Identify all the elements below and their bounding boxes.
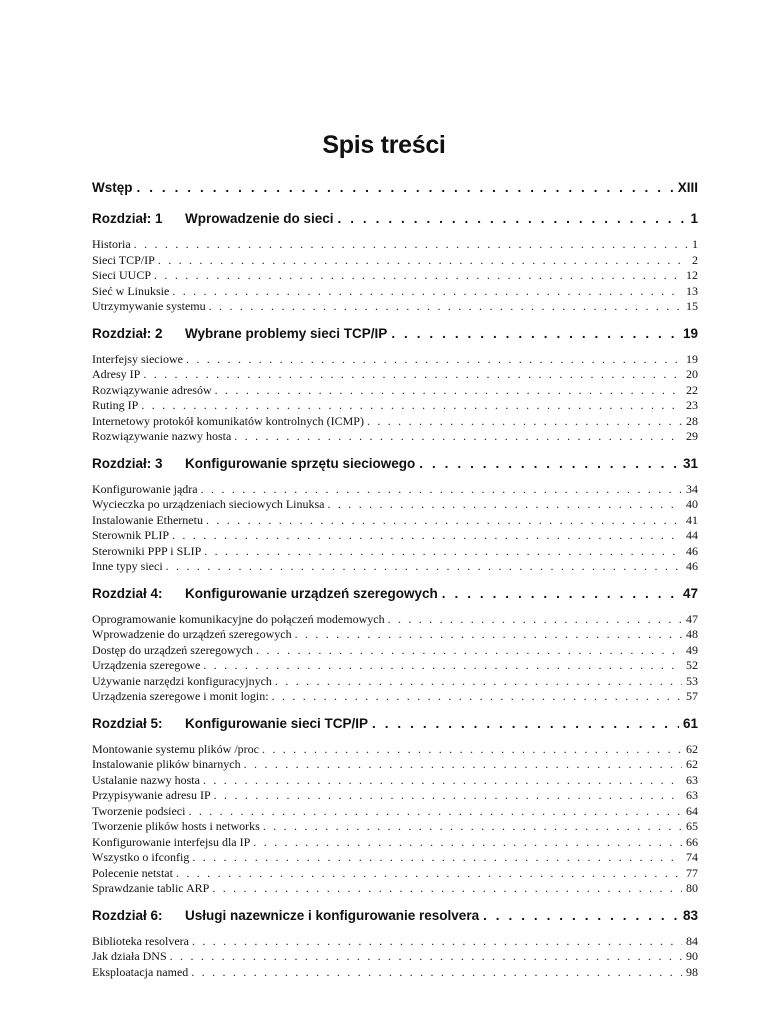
entry-label: Sterownik PLIP <box>92 528 170 542</box>
toc-entry[interactable] <box>92 544 698 560</box>
entry-label: Rozwiązywanie nazwy hosta <box>92 429 232 443</box>
page-number: 29 <box>686 429 698 443</box>
chapter-title: Konfigurowanie sprzętu sieciowego <box>185 455 416 471</box>
chapter-list <box>92 209 698 980</box>
dot-leader <box>151 268 682 284</box>
page-number: 84 <box>686 933 698 948</box>
page-number: 65 <box>686 819 698 833</box>
toc-entry[interactable] <box>92 788 698 804</box>
page-number: 28 <box>686 413 698 428</box>
toc-entry[interactable] <box>92 674 698 690</box>
dot-leader <box>250 835 682 851</box>
toc-chapter <box>92 584 698 705</box>
chapter-title: Konfigurowanie sieci TCP/IP <box>185 715 369 731</box>
entry-label: Ustalanie nazwy hosta <box>92 772 200 787</box>
entry-label: Urządzenia szeregowe i monit login: <box>92 689 269 703</box>
entry-label: Konfigurowanie interfejsu dla IP <box>92 834 251 849</box>
entry-label: Sieć w Linuksie <box>92 283 170 298</box>
chapter-heading-row[interactable] <box>92 906 698 934</box>
page-number: 20 <box>686 367 698 381</box>
toc-chapter <box>92 714 698 897</box>
dot-leader <box>198 482 682 498</box>
page-number: 52 <box>686 658 698 672</box>
page-number: 63 <box>686 788 698 802</box>
entry-label: Konfigurowanie jądra <box>92 481 198 496</box>
page-title: Spis treści <box>322 130 446 159</box>
dot-leader <box>260 819 682 835</box>
entry-label: Instalowanie plików binarnych <box>92 757 241 771</box>
chapter-heading-row[interactable] <box>92 714 698 742</box>
page-number: 74 <box>686 850 698 864</box>
chapter-title: Wprowadzenie do sieci <box>185 211 334 226</box>
dot-leader <box>200 773 682 789</box>
dot-leader <box>292 627 682 643</box>
chapter-heading <box>92 906 479 926</box>
dot-leader <box>206 299 682 315</box>
dot-leader <box>438 584 679 604</box>
dot-leader <box>138 398 682 414</box>
toc-entry[interactable] <box>92 881 698 897</box>
entry-label: Inne typy sieci <box>92 559 163 573</box>
page-number: 46 <box>686 559 698 573</box>
chapter-heading-row[interactable] <box>92 209 698 237</box>
dot-leader <box>140 367 682 383</box>
dot-leader <box>131 237 688 253</box>
chapter-heading <box>92 209 334 229</box>
page-number: 48 <box>686 627 698 641</box>
toc-entry[interactable] <box>92 742 698 758</box>
entry-label: Historia <box>92 237 131 251</box>
page-number: 15 <box>686 299 698 313</box>
toc-entry[interactable] <box>92 835 698 851</box>
dot-leader <box>385 612 682 628</box>
entry-label: Polecenie netstat <box>92 865 173 880</box>
toc-entry[interactable] <box>92 367 698 383</box>
chapter-heading <box>92 584 438 604</box>
entry-label: Biblioteka resolvera <box>92 933 189 948</box>
entry-label: Interfejsy sieciowe <box>92 351 183 366</box>
entry-label: Wprowadzenie do urządzeń szeregowych <box>92 627 292 641</box>
dot-leader <box>325 497 683 513</box>
toc-entry[interactable] <box>92 949 698 965</box>
dot-leader <box>209 881 682 897</box>
entry-label: Sieci TCP/IP <box>92 252 155 267</box>
page-number: 98 <box>686 964 698 979</box>
toc-entry[interactable] <box>92 237 698 253</box>
page-number: 19 <box>682 325 698 341</box>
page-number: 34 <box>686 481 698 496</box>
entry-label: Jak działa DNS <box>92 949 167 963</box>
chapter-title: Usługi nazewnicze i konfigurowanie resolvera <box>185 907 480 923</box>
page-number: 1 <box>690 211 698 226</box>
entry-label: Tworzenie podsieci <box>92 803 186 818</box>
page-number: 53 <box>686 673 698 688</box>
dot-leader <box>203 513 682 529</box>
dot-leader <box>163 559 682 575</box>
page-number: 46 <box>686 543 698 558</box>
chapter-heading <box>92 714 368 734</box>
toc-entry[interactable] <box>92 850 698 866</box>
page-number: 80 <box>686 881 698 895</box>
toc-entry[interactable] <box>92 804 698 820</box>
chapter-heading <box>92 454 415 474</box>
dot-leader <box>201 544 682 560</box>
toc-entry[interactable] <box>92 773 698 789</box>
page-number: 40 <box>686 497 698 511</box>
toc-entry[interactable] <box>92 689 698 705</box>
page-number: XIII <box>677 180 698 195</box>
entry-label: Wycieczka po urządzeniach sieciowych Linuksa <box>92 497 325 511</box>
page-number: 44 <box>686 528 698 542</box>
entry-label: Wszystko o ifconfig <box>92 850 190 864</box>
dot-leader <box>183 352 682 368</box>
toc-chapter <box>92 906 698 981</box>
toc-entry[interactable] <box>92 819 698 835</box>
dot-leader <box>188 965 682 981</box>
page-number: 31 <box>682 455 698 471</box>
toc-entry[interactable] <box>92 253 698 269</box>
dot-leader <box>269 689 682 705</box>
chapter-number: Rozdział: 2 <box>92 325 163 341</box>
toc-entry[interactable] <box>92 513 698 529</box>
chapter-heading-row[interactable] <box>92 324 698 352</box>
toc-entry[interactable] <box>92 268 698 284</box>
toc-entry[interactable] <box>92 528 698 544</box>
dot-leader <box>415 454 679 474</box>
dot-leader <box>212 383 682 399</box>
dot-leader <box>211 788 682 804</box>
toc-entry[interactable] <box>92 398 698 414</box>
toc-entry[interactable] <box>92 965 698 981</box>
dot-leader <box>189 850 682 866</box>
page-number: 57 <box>686 689 698 703</box>
entry-label: Używanie narzędzi konfiguracyjnych <box>92 673 272 688</box>
page-number: 64 <box>686 803 698 818</box>
chapter-heading-row[interactable] <box>92 584 698 612</box>
toc-entry[interactable] <box>92 284 698 300</box>
toc-entry[interactable] <box>92 383 698 399</box>
page-number: 66 <box>686 834 698 849</box>
page-number: 1 <box>692 237 698 251</box>
page-number: 23 <box>686 398 698 412</box>
entry-label: Tworzenie plików hosts i networks <box>92 819 260 833</box>
dot-leader <box>259 742 682 758</box>
page-number: 47 <box>682 585 698 601</box>
toc-entry[interactable] <box>92 658 698 674</box>
page-number: 62 <box>686 757 698 771</box>
page-number: 63 <box>686 772 698 787</box>
dot-leader <box>133 178 674 198</box>
toc-entry[interactable] <box>92 482 698 498</box>
chapter-title: Konfigurowanie urządzeń szeregowych <box>185 585 438 601</box>
entry-label: Urządzenia szeregowe <box>92 658 201 672</box>
chapter-number: Rozdział: 1 <box>92 211 163 226</box>
page-number: 2 <box>692 252 698 267</box>
dot-leader <box>173 866 682 882</box>
dot-leader <box>169 284 682 300</box>
page-number: 41 <box>686 512 698 527</box>
toc-entry[interactable] <box>92 866 698 882</box>
page-number: 62 <box>686 741 698 756</box>
page-number: 22 <box>686 382 698 397</box>
dot-leader <box>231 429 682 445</box>
page-number: 47 <box>686 611 698 626</box>
dot-leader <box>364 414 682 430</box>
chapter-title: Wybrane problemy sieci TCP/IP <box>185 325 388 341</box>
page-number: 83 <box>682 907 698 923</box>
chapter-heading <box>92 324 387 344</box>
dot-leader <box>387 324 679 344</box>
page-number: 19 <box>686 351 698 366</box>
dot-leader <box>253 643 682 659</box>
entry-label: Internetowy protokół komunikatów kontrolnych (ICMP) <box>92 413 364 428</box>
entry-label: Utrzymywanie systemu <box>92 299 206 313</box>
entry-label: Montowanie systemu plików /proc <box>92 741 259 756</box>
table-of-contents <box>92 178 698 989</box>
entry-label: Ruting IP <box>92 398 139 412</box>
page-number: 12 <box>686 268 698 282</box>
toc-intro <box>92 178 698 206</box>
entry-label: Sterowniki PPP i SLIP <box>92 543 202 558</box>
dot-leader <box>368 714 679 734</box>
page-number: 77 <box>686 865 698 880</box>
chapter-number: Rozdział 5: <box>92 715 163 731</box>
toc-entry[interactable] <box>92 643 698 659</box>
dot-leader <box>189 934 682 950</box>
toc-entry[interactable] <box>92 352 698 368</box>
entry-label: Oprogramowanie komunikacyjne do połączeń modemowych <box>92 611 385 626</box>
dot-leader <box>169 528 682 544</box>
page-number: 13 <box>686 283 698 298</box>
dot-leader <box>241 757 682 773</box>
toc-chapter <box>92 209 698 315</box>
entry-label: Instalowanie Ethernetu <box>92 512 203 527</box>
toc-entry[interactable] <box>92 934 698 950</box>
page-number: 49 <box>686 642 698 657</box>
entry-label: Dostęp do urządzeń szeregowych <box>92 642 253 657</box>
dot-leader <box>479 906 679 926</box>
dot-leader <box>334 209 687 229</box>
toc-entry[interactable] <box>92 414 698 430</box>
toc-entry[interactable] <box>92 429 698 445</box>
chapter-number: Rozdział: 3 <box>92 455 163 471</box>
entry-label: Rozwiązywanie adresów <box>92 382 212 397</box>
entry-label: Eksploatacja named <box>92 964 189 979</box>
intro-label: Wstęp <box>92 180 133 195</box>
page-number: 90 <box>686 949 698 963</box>
dot-leader <box>272 674 682 690</box>
chapter-number: Rozdział 6: <box>92 907 163 923</box>
chapter-heading-row[interactable] <box>92 454 698 482</box>
dot-leader <box>167 949 682 965</box>
toc-entry[interactable] <box>92 612 698 628</box>
toc-entry[interactable] <box>92 559 698 575</box>
toc-entry[interactable] <box>92 627 698 643</box>
dot-leader <box>185 804 682 820</box>
entry-label: Sprawdzanie tablic ARP <box>92 881 210 895</box>
page-number: 61 <box>682 715 698 731</box>
entry-label: Przypisywanie adresu IP <box>92 788 211 802</box>
dot-leader <box>155 253 688 269</box>
entry-label: Sieci UUCP <box>92 268 152 282</box>
dot-leader <box>200 658 682 674</box>
toc-intro-row[interactable] <box>92 178 698 206</box>
toc-chapter <box>92 454 698 575</box>
toc-entry[interactable] <box>92 757 698 773</box>
toc-chapter <box>92 324 698 445</box>
entry-label: Adresy IP <box>92 367 141 381</box>
toc-entry[interactable] <box>92 497 698 513</box>
toc-entry[interactable] <box>92 299 698 315</box>
chapter-number: Rozdział 4: <box>92 585 163 601</box>
